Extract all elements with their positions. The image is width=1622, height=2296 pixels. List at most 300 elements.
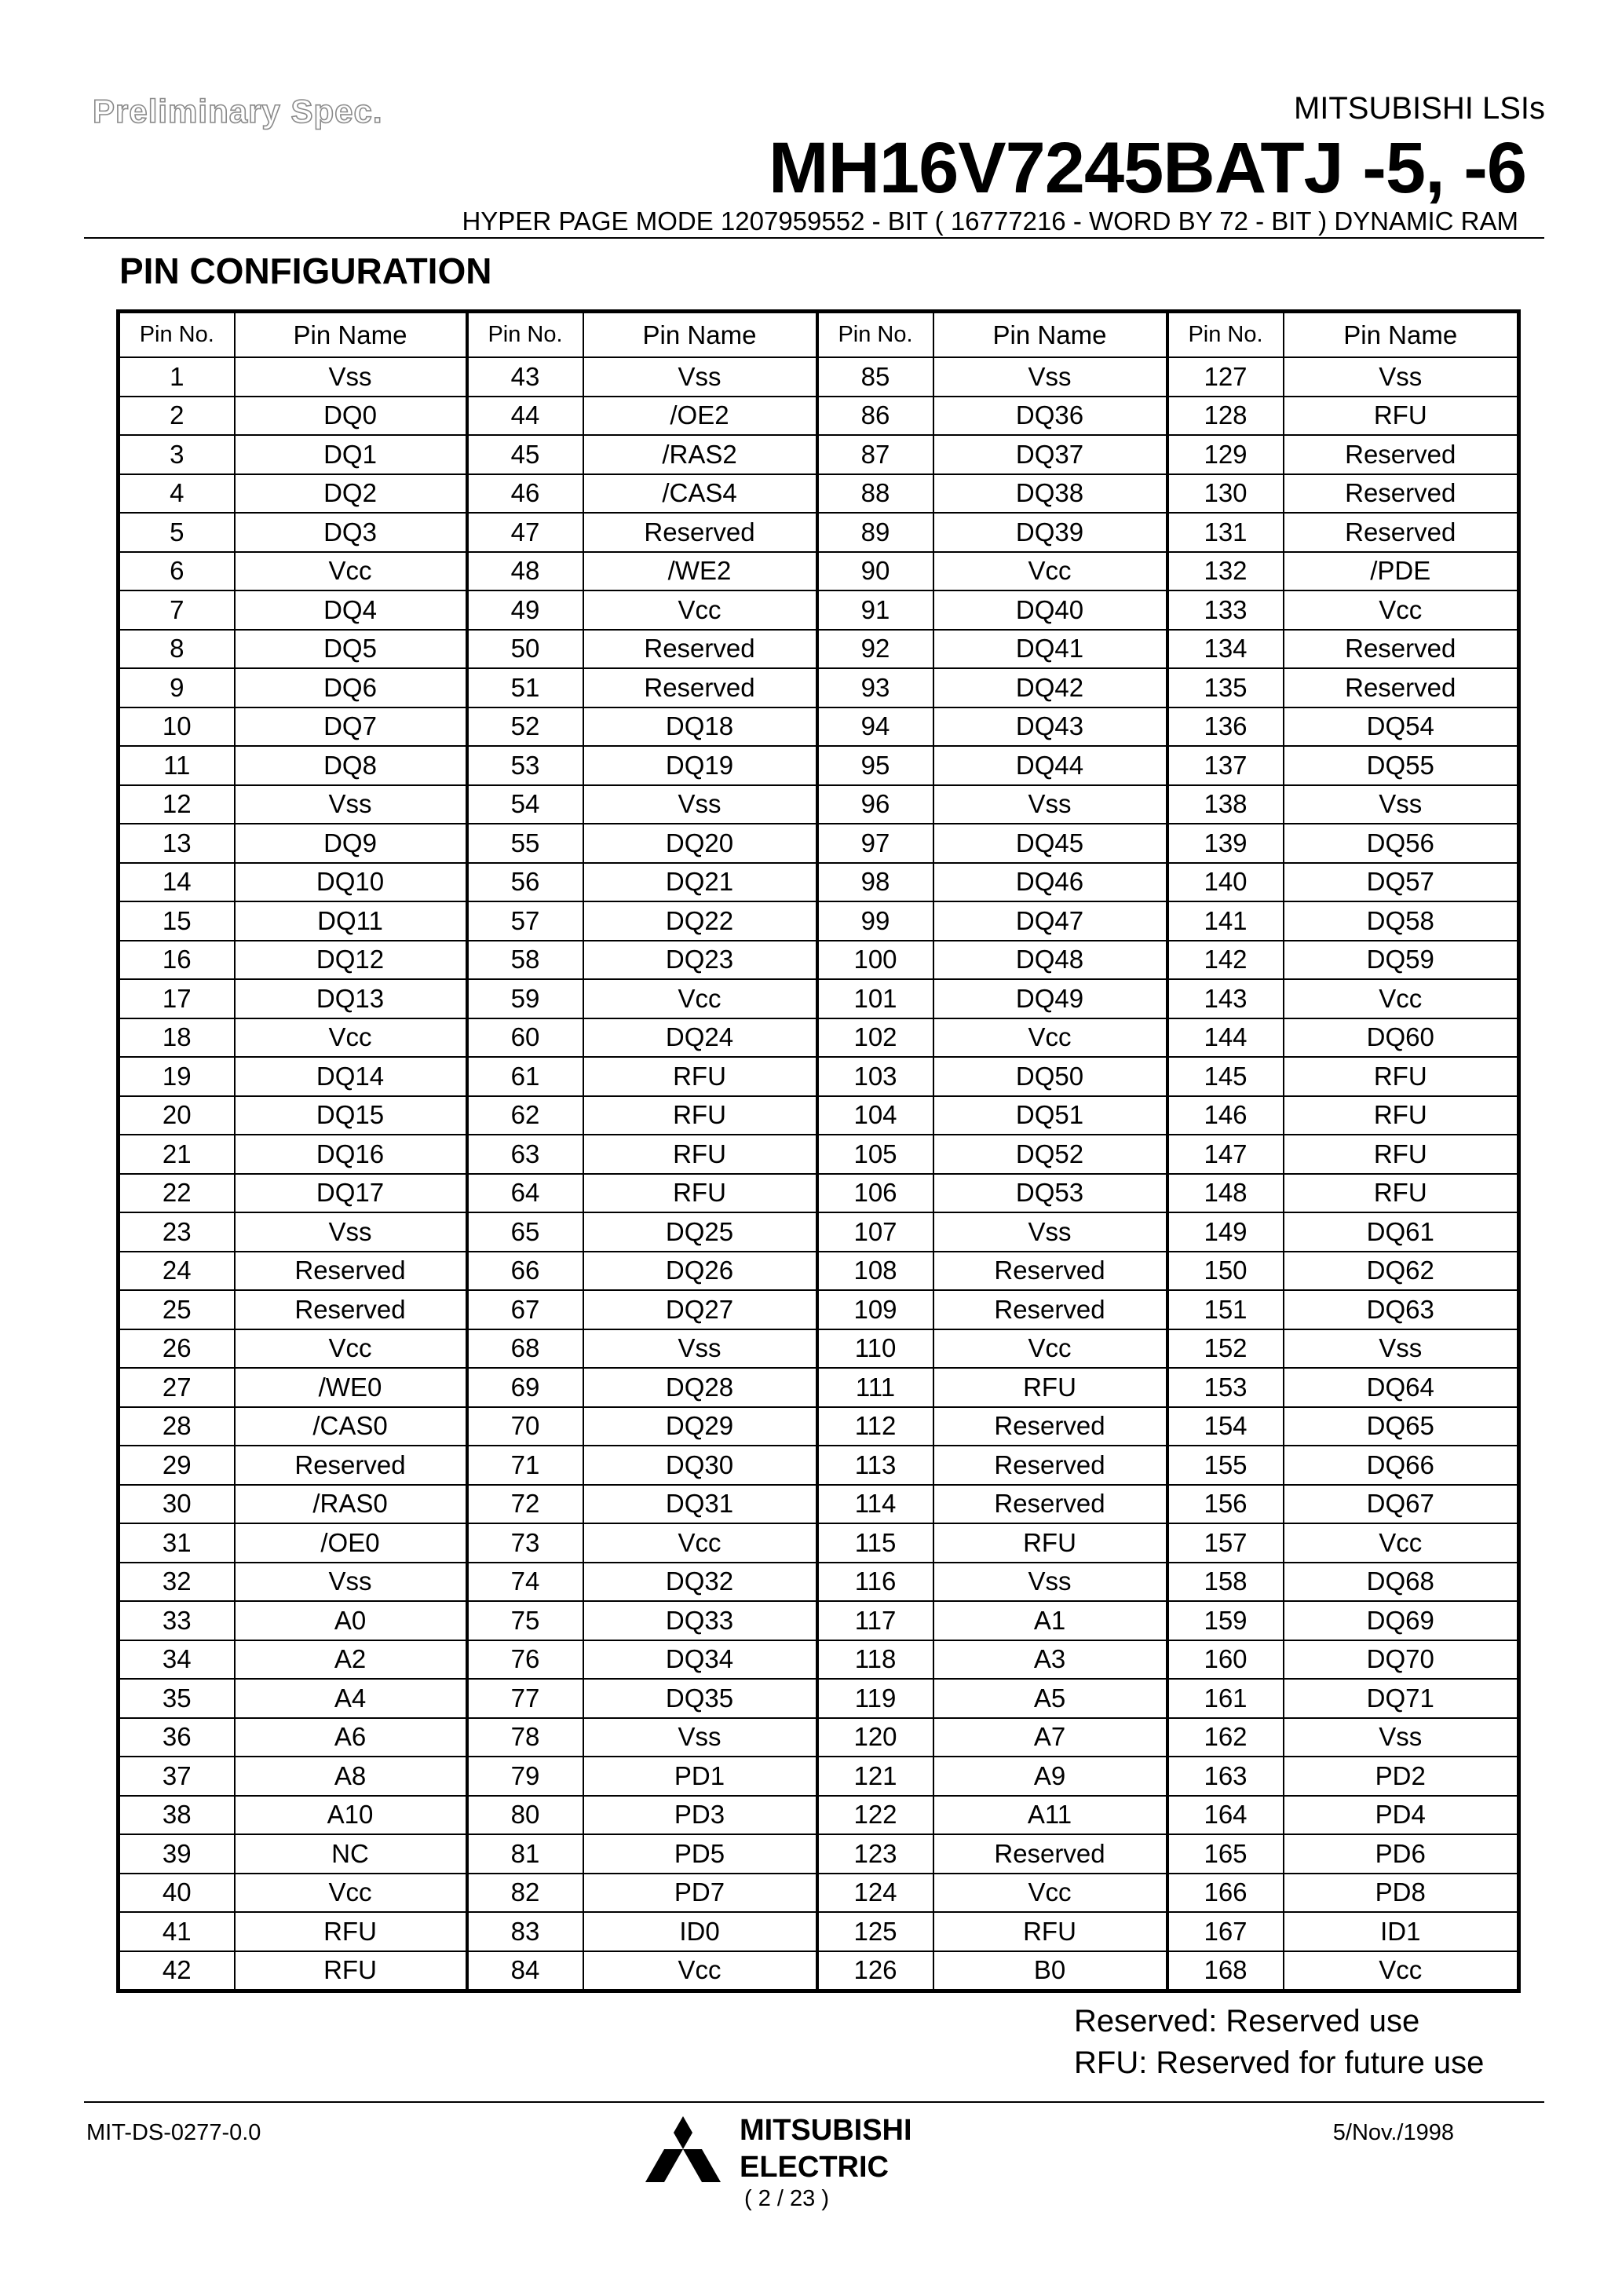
pin-number-cell: 158 [1167,1563,1284,1602]
pin-name-cell: RFU [1284,1057,1519,1096]
pin-number-cell: 85 [817,357,933,397]
table-row [119,513,1519,552]
pin-name-cell: Reserved [1284,435,1519,474]
pin-name-cell: Vss [583,1329,817,1369]
table-row [119,1174,1519,1213]
pin-name-cell: Reserved [933,1290,1167,1329]
pin-number-cell: 39 [119,1834,235,1874]
pin-number-cell: 120 [817,1718,933,1757]
pin-number-cell: 144 [1167,1018,1284,1058]
pin-number-cell: 161 [1167,1679,1284,1718]
pin-number-cell: 98 [817,863,933,902]
pin-number-cell: 168 [1167,1951,1284,1991]
pin-name-cell: Reserved [933,1446,1167,1485]
pin-number-cell: 84 [467,1951,583,1991]
document-id: MIT-DS-0277-0.0 [86,2120,261,2145]
pin-number-cell: 102 [817,1018,933,1058]
pin-number-cell: 38 [119,1796,235,1835]
pin-number-cell: 43 [467,357,583,397]
pin-number-cell: 145 [1167,1057,1284,1096]
pin-number-cell: 26 [119,1329,235,1369]
pin-number-cell: 32 [119,1563,235,1602]
pin-number-cell: 105 [817,1135,933,1174]
table-row [119,1874,1519,1913]
pin-number-cell: 31 [119,1523,235,1563]
legend-notes [1074,2001,1484,2084]
pin-number-cell: 114 [817,1485,933,1524]
pin-number-cell: 71 [467,1446,583,1485]
pin-number-cell: 27 [119,1368,235,1407]
pin-number-cell: 4 [119,474,235,514]
pin-name-cell: DQ25 [583,1212,817,1252]
pin-number-cell: 143 [1167,979,1284,1018]
pin-number-cell: 15 [119,901,235,941]
pin-name-cell: Vss [933,357,1167,397]
pin-number-cell: 77 [467,1679,583,1718]
pin-number-cell: 108 [817,1252,933,1291]
pin-number-cell: 41 [119,1912,235,1951]
pin-name-cell: Vss [235,357,467,397]
pin-name-cell: Vcc [1284,979,1519,1018]
pin-name-cell: DQ51 [933,1096,1167,1135]
pin-name-cell: /OE2 [583,397,817,436]
pin-name-cell: Vss [583,357,817,397]
pin-number-cell: 94 [817,707,933,747]
pin-number-cell: 34 [119,1640,235,1680]
pin-number-cell: 159 [1167,1601,1284,1640]
pin-name-cell: DQ59 [1284,941,1519,980]
pin-number-cell: 22 [119,1174,235,1213]
pin-name-cell: PD3 [583,1796,817,1835]
pin-number-cell: 20 [119,1096,235,1135]
company-name-line1: MITSUBISHI [740,2114,912,2147]
pin-number-cell: 132 [1167,552,1284,591]
device-description: HYPER PAGE MODE 1207959552 - BIT ( 16777216 - WORD BY 72 - BIT ) DYNAMIC RAM [462,207,1518,236]
pin-name-cell: DQ67 [1284,1485,1519,1524]
pin-name-cell: A3 [933,1640,1167,1680]
header-divider [84,237,1544,239]
pin-name-cell: Vcc [235,1329,467,1369]
pin-name-cell: /OE0 [235,1523,467,1563]
pin-name-cell: DQ16 [235,1135,467,1174]
pin-number-cell: 69 [467,1368,583,1407]
pin-name-cell: Vss [1284,1718,1519,1757]
pin-name-cell: RFU [933,1912,1167,1951]
pin-name-cell: DQ30 [583,1446,817,1485]
pin-name-cell: DQ6 [235,668,467,707]
pin-name-cell: ID1 [1284,1912,1519,1951]
pin-number-cell: 72 [467,1485,583,1524]
pin-table-body [119,357,1519,1991]
pin-number-cell: 126 [817,1951,933,1991]
pin-number-cell: 68 [467,1329,583,1369]
table-header-row [119,312,1519,358]
pin-name-cell: Reserved [1284,668,1519,707]
pin-name-cell: Vcc [235,1018,467,1058]
pin-number-cell: 118 [817,1640,933,1680]
pin-number-cell: 70 [467,1407,583,1446]
pin-name-cell: Reserved [1284,630,1519,669]
pin-name-cell: /PDE [1284,552,1519,591]
table-row [119,1368,1519,1407]
table-row [119,1757,1519,1796]
pin-name-cell: DQ0 [235,397,467,436]
pin-number-cell: 64 [467,1174,583,1213]
pin-name-cell: PD7 [583,1874,817,1913]
pin-number-cell: 136 [1167,707,1284,747]
pin-name-cell: DQ32 [583,1563,817,1602]
pin-number-cell: 1 [119,357,235,397]
pin-name-cell: Reserved [235,1252,467,1291]
pin-name-cell: Vss [933,1212,1167,1252]
table-row [119,1329,1519,1369]
pin-name-cell: DQ69 [1284,1601,1519,1640]
pin-number-cell: 92 [817,630,933,669]
pin-number-cell: 24 [119,1252,235,1291]
pin-name-cell: DQ28 [583,1368,817,1407]
pin-number-cell: 115 [817,1523,933,1563]
pin-number-cell: 35 [119,1679,235,1718]
pin-name-cell: A11 [933,1796,1167,1835]
company-name [740,2112,912,2186]
pin-number-cell: 59 [467,979,583,1018]
pin-name-cell: RFU [235,1951,467,1991]
table-row [119,863,1519,902]
table-row [119,1563,1519,1602]
table-row [119,1718,1519,1757]
pin-name-cell: DQ44 [933,746,1167,785]
pin-number-cell: 104 [817,1096,933,1135]
pin-number-cell: 165 [1167,1834,1284,1874]
pin-number-cell: 79 [467,1757,583,1796]
pin-number-cell: 162 [1167,1718,1284,1757]
pin-name-cell: DQ45 [933,824,1167,863]
pin-number-cell: 141 [1167,901,1284,941]
pin-name-cell: Reserved [1284,513,1519,552]
pin-name-cell: Reserved [583,513,817,552]
table-row [119,1951,1519,1991]
pin-number-cell: 138 [1167,785,1284,824]
pin-name-cell: Vcc [933,1874,1167,1913]
table-row [119,1407,1519,1446]
pin-name-cell: A9 [933,1757,1167,1796]
pin-number-cell: 58 [467,941,583,980]
pin-name-cell: Vcc [933,552,1167,591]
part-number-title: MH16V7245BATJ -5, -6 [768,128,1526,208]
pin-name-cell: /RAS0 [235,1485,467,1524]
pin-number-cell: 86 [817,397,933,436]
pin-name-cell: DQ24 [583,1018,817,1058]
pin-name-cell: Reserved [933,1834,1167,1874]
pin-name-cell: RFU [1284,397,1519,436]
pin-name-cell: Vss [235,1563,467,1602]
pin-name-cell: DQ36 [933,397,1167,436]
pin-number-cell: 16 [119,941,235,980]
pin-name-cell: RFU [583,1057,817,1096]
pin-name-cell: Vcc [1284,590,1519,630]
pin-name-cell: Reserved [933,1407,1167,1446]
table-row [119,397,1519,436]
pin-name-cell: DQ22 [583,901,817,941]
pin-name-cell: DQ8 [235,746,467,785]
pin-number-cell: 13 [119,824,235,863]
pin-number-cell: 57 [467,901,583,941]
pin-name-cell: A1 [933,1601,1167,1640]
pin-number-cell: 12 [119,785,235,824]
pin-name-cell: A5 [933,1679,1167,1718]
pin-number-cell: 131 [1167,513,1284,552]
table-row [119,1834,1519,1874]
table-row [119,1057,1519,1096]
company-name-line2: ELECTRIC [740,2151,889,2184]
pin-name-cell: Vss [1284,1329,1519,1369]
pin-name-cell: Vss [235,785,467,824]
pin-name-cell: DQ14 [235,1057,467,1096]
pin-number-cell: 166 [1167,1874,1284,1913]
pin-name-cell: DQ26 [583,1252,817,1291]
pin-name-cell: Vcc [933,1018,1167,1058]
note-reserved: Reserved: Reserved use [1074,2004,1420,2038]
note-rfu: RFU: Reserved for future use [1074,2046,1485,2080]
pin-number-cell: 81 [467,1834,583,1874]
pin-number-cell: 66 [467,1252,583,1291]
pin-name-cell: DQ27 [583,1290,817,1329]
pin-name-cell: PD8 [1284,1874,1519,1913]
pin-number-cell: 2 [119,397,235,436]
pin-name-cell: RFU [1284,1174,1519,1213]
pin-name-cell: DQ70 [1284,1640,1519,1680]
pin-name-cell: A10 [235,1796,467,1835]
pin-number-cell: 36 [119,1718,235,1757]
pin-number-cell: 52 [467,707,583,747]
pin-number-cell: 87 [817,435,933,474]
pin-name-cell: DQ13 [235,979,467,1018]
footer-divider [84,2101,1544,2103]
pin-number-cell: 97 [817,824,933,863]
pin-name-cell: A6 [235,1718,467,1757]
pin-number-cell: 152 [1167,1329,1284,1369]
pin-number-cell: 110 [817,1329,933,1369]
pin-name-cell: RFU [583,1135,817,1174]
header-pin-name: Pin Name [583,312,817,358]
pin-number-cell: 74 [467,1563,583,1602]
pin-name-cell: DQ58 [1284,901,1519,941]
table-row [119,1252,1519,1291]
table-row [119,1640,1519,1680]
table-row [119,1212,1519,1252]
pin-name-cell: DQ1 [235,435,467,474]
pin-name-cell: DQ7 [235,707,467,747]
pin-number-cell: 80 [467,1796,583,1835]
table-row [119,357,1519,397]
pin-number-cell: 53 [467,746,583,785]
pin-name-cell: DQ38 [933,474,1167,514]
pin-number-cell: 160 [1167,1640,1284,1680]
pin-number-cell: 40 [119,1874,235,1913]
pin-name-cell: DQ66 [1284,1446,1519,1485]
pin-number-cell: 147 [1167,1135,1284,1174]
pin-name-cell: Vss [583,785,817,824]
pin-number-cell: 107 [817,1212,933,1252]
pin-name-cell: DQ71 [1284,1679,1519,1718]
section-title: PIN CONFIGURATION [119,250,492,291]
pin-name-cell: DQ4 [235,590,467,630]
pin-name-cell: DQ60 [1284,1018,1519,1058]
table-row [119,590,1519,630]
pin-number-cell: 103 [817,1057,933,1096]
header-pin-no: Pin No. [817,312,933,358]
pin-number-cell: 113 [817,1446,933,1485]
pin-number-cell: 99 [817,901,933,941]
table-row [119,979,1519,1018]
table-row [119,552,1519,591]
pin-number-cell: 17 [119,979,235,1018]
pin-name-cell: DQ50 [933,1057,1167,1096]
pin-number-cell: 151 [1167,1290,1284,1329]
pin-number-cell: 93 [817,668,933,707]
pin-number-cell: 149 [1167,1212,1284,1252]
pin-name-cell: DQ62 [1284,1252,1519,1291]
pin-name-cell: DQ19 [583,746,817,785]
pin-name-cell: Reserved [583,630,817,669]
pin-name-cell: DQ2 [235,474,467,514]
pin-name-cell: DQ3 [235,513,467,552]
pin-name-cell: DQ61 [1284,1212,1519,1252]
pin-number-cell: 96 [817,785,933,824]
pin-name-cell: DQ29 [583,1407,817,1446]
pin-name-cell: DQ52 [933,1135,1167,1174]
table-row [119,824,1519,863]
pin-configuration-table [116,309,1521,1993]
pin-name-cell: DQ47 [933,901,1167,941]
pin-number-cell: 78 [467,1718,583,1757]
pin-number-cell: 157 [1167,1523,1284,1563]
pin-name-cell: PD6 [1284,1834,1519,1874]
pin-name-cell: Reserved [583,668,817,707]
page-number: ( 2 / 23 ) [744,2186,829,2211]
pin-number-cell: 65 [467,1212,583,1252]
pin-number-cell: 133 [1167,590,1284,630]
pin-number-cell: 73 [467,1523,583,1563]
pin-number-cell: 91 [817,590,933,630]
pin-number-cell: 130 [1167,474,1284,514]
pin-name-cell: Vss [933,785,1167,824]
pin-name-cell: Vcc [235,1874,467,1913]
pin-name-cell: RFU [1284,1135,1519,1174]
pin-number-cell: 19 [119,1057,235,1096]
table-row [119,785,1519,824]
pin-name-cell: DQ12 [235,941,467,980]
pin-name-cell: RFU [583,1174,817,1213]
pin-name-cell: PD4 [1284,1796,1519,1835]
pin-name-cell: /CAS0 [235,1407,467,1446]
pin-name-cell: RFU [583,1096,817,1135]
pin-name-cell: DQ49 [933,979,1167,1018]
table-row [119,1290,1519,1329]
pin-name-cell: RFU [1284,1096,1519,1135]
pin-name-cell: A7 [933,1718,1167,1757]
pin-number-cell: 23 [119,1212,235,1252]
pin-number-cell: 89 [817,513,933,552]
pin-name-cell: Reserved [933,1485,1167,1524]
pin-number-cell: 46 [467,474,583,514]
document-date: 5/Nov./1998 [1332,2120,1454,2145]
pin-number-cell: 47 [467,513,583,552]
pin-number-cell: 150 [1167,1252,1284,1291]
pin-number-cell: 122 [817,1796,933,1835]
pin-number-cell: 62 [467,1096,583,1135]
pin-name-cell: /CAS4 [583,474,817,514]
pin-name-cell: Vss [933,1563,1167,1602]
pin-name-cell: DQ46 [933,863,1167,902]
pin-name-cell: DQ35 [583,1679,817,1718]
pin-name-cell: PD1 [583,1757,817,1796]
pin-number-cell: 128 [1167,397,1284,436]
pin-number-cell: 3 [119,435,235,474]
pin-number-cell: 119 [817,1679,933,1718]
pin-number-cell: 163 [1167,1757,1284,1796]
pin-number-cell: 51 [467,668,583,707]
table-row [119,1096,1519,1135]
pin-number-cell: 125 [817,1912,933,1951]
header-pin-name: Pin Name [933,312,1167,358]
pin-name-cell: DQ33 [583,1601,817,1640]
pin-number-cell: 154 [1167,1407,1284,1446]
table-row [119,1601,1519,1640]
pin-number-cell: 142 [1167,941,1284,980]
pin-number-cell: 106 [817,1174,933,1213]
pin-number-cell: 60 [467,1018,583,1058]
pin-name-cell: DQ54 [1284,707,1519,747]
pin-name-cell: A8 [235,1757,467,1796]
pin-number-cell: 82 [467,1874,583,1913]
table-row [119,1523,1519,1563]
pin-name-cell: A4 [235,1679,467,1718]
pin-name-cell: DQ41 [933,630,1167,669]
pin-number-cell: 5 [119,513,235,552]
pin-number-cell: 8 [119,630,235,669]
pin-number-cell: 116 [817,1563,933,1602]
pin-number-cell: 83 [467,1912,583,1951]
pin-name-cell: DQ17 [235,1174,467,1213]
pin-name-cell: Vcc [583,590,817,630]
pin-number-cell: 54 [467,785,583,824]
header-pin-name: Pin Name [1284,312,1519,358]
pin-name-cell: DQ65 [1284,1407,1519,1446]
pin-number-cell: 148 [1167,1174,1284,1213]
pin-name-cell: /RAS2 [583,435,817,474]
pin-number-cell: 6 [119,552,235,591]
pin-name-cell: DQ5 [235,630,467,669]
pin-number-cell: 30 [119,1485,235,1524]
pin-name-cell: Reserved [235,1446,467,1485]
pin-name-cell: DQ68 [1284,1563,1519,1602]
pin-number-cell: 67 [467,1290,583,1329]
pin-name-cell: DQ40 [933,590,1167,630]
pin-number-cell: 9 [119,668,235,707]
pin-name-cell: DQ43 [933,707,1167,747]
pin-number-cell: 111 [817,1368,933,1407]
pin-name-cell: DQ34 [583,1640,817,1680]
pin-name-cell: ID0 [583,1912,817,1951]
pin-name-cell: PD5 [583,1834,817,1874]
pin-number-cell: 42 [119,1951,235,1991]
preliminary-spec-watermark: Preliminary Spec. [93,93,383,130]
pin-name-cell: Vcc [1284,1523,1519,1563]
pin-name-cell: DQ48 [933,941,1167,980]
pin-number-cell: 14 [119,863,235,902]
pin-number-cell: 11 [119,746,235,785]
